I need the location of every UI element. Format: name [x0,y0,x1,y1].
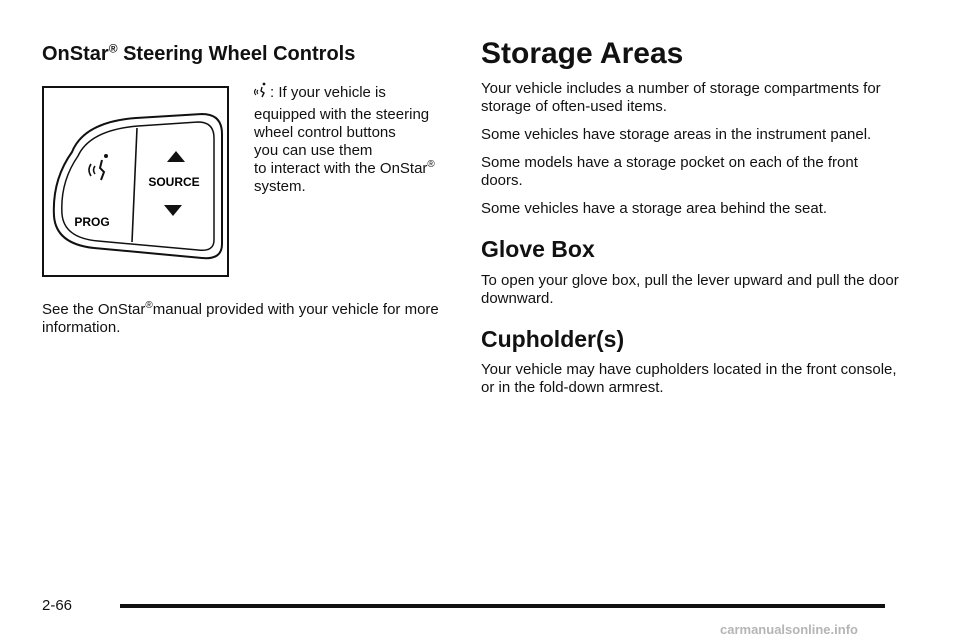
figure-row [42,86,457,282]
storage-paragraph: Your vehicle includes a number of storage compartments for storage of often-used items. [481,80,881,115]
storage-paragraph: Some vehicles have storage areas in the instrument panel. [481,126,872,143]
storage-paragraph: Some vehicles have a storage area behind the seat. [481,200,828,217]
storage-areas-heading: Storage Areas [481,37,684,70]
up-arrow-icon [167,151,185,162]
steering-controls-illustration [42,86,229,277]
voice-button-icon [89,154,108,180]
cupholder-paragraph: Your vehicle may have cupholders located in the front console, or in the fold-down armrest. [481,361,897,397]
page-number: 2-66 [42,597,73,614]
right-column [481,37,901,407]
left-column [42,42,457,347]
onstar-heading: OnStar® Steering Wheel Controls [42,41,356,65]
voice-button-description: : If your vehicle is equipped with the steering wheel control buttons you can use them to interact with the OnStar® system. [254,84,435,195]
voice-icon [254,82,268,103]
down-arrow-icon [164,205,182,216]
cupholder-heading: Cupholder(s) [481,325,625,352]
prog-label: PROG [74,215,110,229]
glove-box-heading: Glove Box [481,236,595,262]
storage-paragraph: Some models have a storage pocket on each of the front doors. [481,154,858,189]
source-label: SOURCE [148,175,200,189]
onstar-manual-paragraph: See the OnStar®manual provided with your vehicle for more information. [42,300,439,336]
glove-box-paragraph: To open your glove box, pull the lever upward and pull the door downward. [481,271,899,307]
footer-rule [120,604,885,608]
watermark: carmanualsonline.info [720,622,858,637]
